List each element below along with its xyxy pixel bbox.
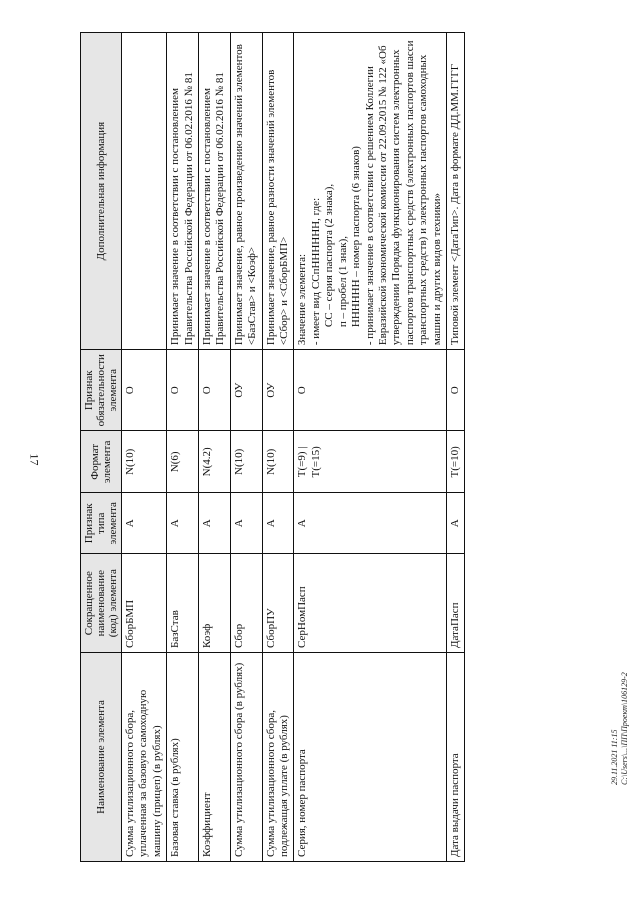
cell-code: СерНомПасп [294, 554, 446, 653]
cell-code: СборПУ [262, 554, 294, 653]
note-line: п – пробел (1 знак), [336, 235, 349, 328]
cell-name: Сумма утилизационного сбора, уплаченная за базовую самоходную машину (прицеп) (в рублях) [122, 652, 167, 861]
cell-info: Принимает значение, равное разности значений элементов <Сбор> и <СборБМП> [262, 33, 294, 350]
cell-required: ОУ [262, 350, 294, 431]
cell-format: N(10) [230, 431, 262, 493]
cell-format: N(10) [262, 431, 294, 493]
cell-code: БазСтав [167, 554, 199, 653]
note-line: Значение элемента: [296, 253, 309, 346]
cell-format: T(=9) | T(=15) [294, 431, 446, 493]
cell-required: О [294, 350, 446, 431]
cell-type: А [294, 493, 446, 554]
table-row [294, 33, 446, 862]
cell-name: Сумма утилизационного сбора, подлежащая уплате (в рублях) [262, 652, 294, 861]
passport-notes [296, 37, 443, 345]
cell-name: Коэффициент [199, 652, 231, 861]
cell-type: А [199, 493, 231, 554]
cell-format: N(4.2) [199, 431, 231, 493]
cell-name: Серия, номер паспорта [294, 652, 446, 861]
cell-info: Принимает значение в соответствии с постановлением Правительства Российской Федерации от 06.02.2016 № 81 [199, 33, 231, 350]
table-row [230, 33, 262, 862]
note-line: - имеет вид ССпНННННН, где: [309, 197, 322, 346]
table-row [199, 33, 231, 862]
table-row [446, 33, 464, 862]
rotated-page-content [80, 30, 560, 906]
table-row [167, 33, 199, 862]
cell-info: Принимает значение, равное произведению значений элементов <БазСтав> и <Коэф> [230, 33, 262, 350]
cell-code: Коэф [199, 554, 231, 653]
footer-path: C:\Users\...\ПП\Проект\106129-2 [620, 672, 629, 785]
note-line: СС – серия паспорта (2 знака), [323, 183, 336, 328]
elements-table [80, 32, 465, 862]
cell-type: А [167, 493, 199, 554]
cell-format: N(10) [122, 431, 167, 493]
cell-required: О [167, 350, 199, 431]
table-row [262, 33, 294, 862]
note-line: НННННН – номер паспорта (6 знаков) [350, 146, 363, 328]
cell-info: Типовой элемент <ДатаТип>. Дата в формате ДД.ММ.ГГГГ [446, 33, 464, 350]
cell-code: Сбор [230, 554, 262, 653]
header-element-required: Признак обязательности элемента [81, 350, 122, 431]
cell-type: А [230, 493, 262, 554]
cell-name: Базовая ставка (в рублях) [167, 652, 199, 861]
cell-code: СборБМП [122, 554, 167, 653]
cell-name: Сумма утилизационного сбора (в рублях) [230, 652, 262, 861]
note-line: - принимает значение в соответствии с решением Коллегии Евразийской экономической комиссии от 22.09.2015 № 122 «Об утверждении Порядка функционирования систем электронных паспортов транспортных средств (электронных паспортов шасси транспортных средств) и электронных паспортов самоходных машин и других видов техники» [363, 40, 443, 346]
table-row [122, 33, 167, 862]
cell-code: ДатаПасп [446, 554, 464, 653]
cell-format: N(6) [167, 431, 199, 493]
header-element-name: Наименование элемента [81, 652, 122, 861]
header-element-type: Признак типа элемента [81, 493, 122, 554]
table-header-row [81, 33, 122, 862]
cell-info [122, 33, 167, 350]
cell-required: О [122, 350, 167, 431]
page-number: 17 [27, 453, 42, 466]
cell-type: А [122, 493, 167, 554]
cell-format: T(=10) [446, 431, 464, 493]
cell-type: А [446, 493, 464, 554]
footer-timestamp: 29.11.2021 11:15 [610, 729, 619, 785]
header-additional-info: Дополнительная информация [81, 33, 122, 350]
cell-required: О [199, 350, 231, 431]
cell-name: Дата выдачи паспорта [446, 652, 464, 861]
cell-type: А [262, 493, 294, 554]
cell-required: ОУ [230, 350, 262, 431]
header-element-code: Сокращенное наименование (код) элемента [81, 554, 122, 653]
cell-info: Принимает значение в соответствии с постановлением Правительства Российской Федерации от 06.02.2016 № 81 [167, 33, 199, 350]
footer [610, 672, 630, 785]
cell-required: О [446, 350, 464, 431]
cell-info-passport [294, 33, 446, 350]
header-element-format: Формат элемента [81, 431, 122, 493]
